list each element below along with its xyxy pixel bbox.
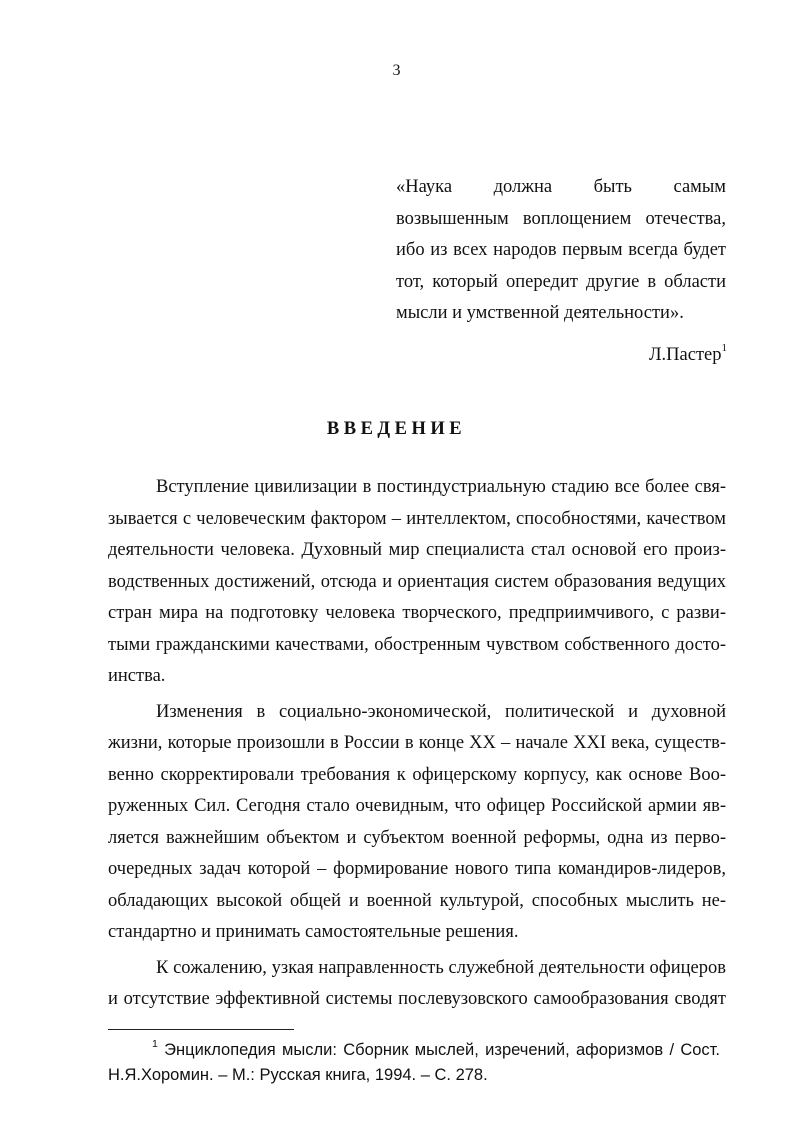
footnote	[108, 1038, 720, 1088]
footnote-line: Н.Я.Хоромин. – М.: Русская книга, 1994. – С. 278.	[108, 1066, 488, 1084]
paragraph-line: водственных достижений, отсюда и ориентация систем образования ведущих	[108, 571, 726, 592]
footnote-reference[interactable]: 1	[721, 342, 727, 354]
epigraph-author-name: Л.Пастер	[648, 345, 722, 365]
paragraph-line: стран мира на подготовку человека творческого, предприимчивого, с разви-	[108, 603, 726, 623]
paragraph-line: стандартно и принимать самостоятельные решения.	[108, 922, 519, 942]
epigraph-line: мысли и умственной деятельности».	[396, 303, 684, 323]
paragraph-line: обладающих высокой общей и военной культурой, способных мыслить не-	[108, 890, 726, 911]
section-heading: ВВЕДЕНИЕ	[326, 419, 467, 439]
footnote-number: 1	[152, 1038, 158, 1050]
epigraph-line: ибо из всех народов первым всегда будет	[396, 240, 726, 260]
paragraph-line: очередных задач которой – формирование нового типа командиров-лидеров,	[108, 859, 726, 879]
paragraph-line: инства.	[108, 666, 166, 686]
page-number: 3	[392, 62, 401, 79]
paragraph-line: зывается с человеческим фактором – интеллектом, способностями, качеством	[108, 508, 726, 529]
paragraph-line: ляется важнейшим объектом и субъектом военной реформы, одна из перво-	[108, 827, 726, 848]
paragraph-line: деятельности человека. Духовный мир специалиста стал основой его произ-	[108, 540, 726, 560]
body-text	[108, 472, 726, 1016]
paragraph-line: жизни, которые произошли в России в конце XX – начале XXI века, существ-	[108, 733, 726, 753]
paragraph-line: Вступление цивилизации в постиндустриальную стадию все более свя-	[156, 477, 726, 497]
epigraph-line: тот, который опередит другие в области	[396, 271, 726, 292]
epigraph-quote	[396, 172, 726, 330]
epigraph-line: «Наука должна быть самым	[396, 177, 726, 197]
paragraph-line: тыми гражданскими качествами, обостренным чувством собственного досто-	[108, 634, 726, 655]
epigraph-line: возвышенным воплощением отечества,	[396, 208, 726, 229]
epigraph-author	[649, 340, 727, 371]
paragraph-line: Изменения в социально-экономической, политической и духовной	[156, 701, 726, 722]
footnote-line	[108, 1038, 720, 1063]
paragraph-line: К сожалению, узкая направленность служебной деятельности офицеров	[156, 957, 726, 978]
footnote-separator	[108, 1029, 294, 1030]
paragraph-line: руженных Сил. Сегодня стало очевидным, что офицер Российской армии яв-	[108, 796, 726, 816]
paragraph-line: венно скорректировали требования к офицерскому корпусу, как основе Воо-	[108, 764, 726, 785]
paragraph-line: и отсутствие эффективной системы послевузовского самообразования сводят	[108, 989, 726, 1009]
footnote-text: Энциклопедия мысли: Сборник мыслей, изречений, афоризмов / Сост.	[164, 1041, 720, 1059]
